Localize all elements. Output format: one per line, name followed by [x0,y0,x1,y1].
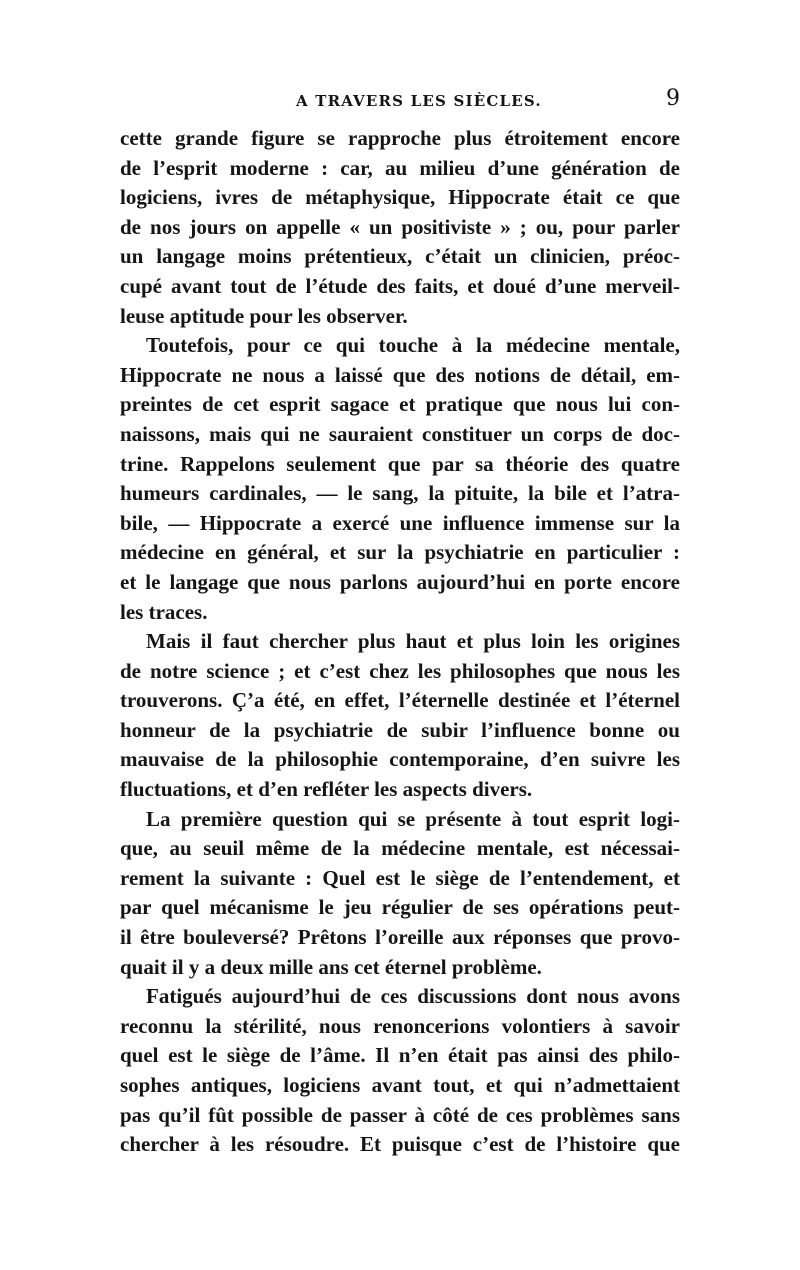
text-line: les traces. [120,599,208,624]
text-line: leuse aptitude pour les observer. [120,303,408,328]
text-line: humeurs cardinales, — le sang, la pituite, la bile et l’atra- [120,481,680,506]
text-line: honneur de la psychiatrie de subir l’influence bonne ou [120,717,680,742]
text-line: mauvaise de la philosophie contemporaine, d’en suivre les [120,747,680,772]
text-line: que, au seuil même de la médecine mentale, est nécessai- [120,836,680,861]
text-line: par quel mécanisme le jeu régulier de ses opérations peut- [120,895,680,920]
text-line: de nos jours on appelle « un positiviste » ; ou, pour parler [120,214,680,239]
text-line: preintes de cet esprit sagace et pratique que nous lui con- [120,392,680,417]
text-line: trine. Rappelons seulement que par sa théorie des quatre [120,451,680,476]
text-line: chercher à les résoudre. Et puisque c’est de l’histoire que [120,1132,680,1157]
running-head [120,86,680,116]
text-line: trouverons. Ç’a été, en effet, l’éternelle destinée et l’éternel [120,688,680,713]
text-line: cupé avant tout de l’étude des faits, et doué d’une merveil- [120,273,680,298]
text-line: quel est le siège de l’âme. Il n’en était pas ainsi des philo- [120,1043,680,1068]
text-line: bile, — Hippocrate a exercé une influence immense sur la [120,510,680,535]
text-line: naissons, mais qui ne sauraient constituer un corps de doc- [120,421,680,446]
text-line: et le langage que nous parlons aujourd’hui en porte encore [120,569,680,594]
text-line: il être bouleversé? Prêtons l’oreille aux réponses que provo- [120,925,680,950]
body-text [120,124,680,1160]
text-line: de notre science ; et c’est chez les philosophes que nous les [120,658,680,683]
text-line: rement la suivante : Quel est le siège de l’entendement, et [120,865,680,890]
text-line: un langage moins prétentieux, c’était un clinicien, préoc- [120,244,680,269]
text-line: de l’esprit moderne : car, au milieu d’une génération de [120,155,680,180]
page-number: 9 [666,86,680,111]
text-line: cette grande figure se rapproche plus étroitement encore [120,126,680,150]
running-title: A TRAVERS LES SIÈCLES. [296,92,542,110]
text-line: logiciens, ivres de métaphysique, Hippocrate était ce que [120,185,680,210]
text-line: fluctuations, et d’en refléter les aspects divers. [120,777,533,802]
text-line: reconnu la stérilité, nous renoncerions volontiers à savoir [120,1013,680,1038]
text-line: pas qu’il fût possible de passer à côté de ces problèmes sans [120,1102,680,1127]
text-line: Toutefois, pour ce qui touche à la médecine mentale, [146,333,680,358]
text-line: Fatigués aujourd’hui de ces discussions dont nous avons [146,984,680,1009]
text-line: Hippocrate ne nous a laissé que des notions de détail, em- [120,362,680,387]
text-line: La première question qui se présente à tout esprit logi- [146,806,680,831]
text-line: sophes antiques, logiciens avant tout, et qui n’admettaient [120,1073,680,1097]
text-line: quait il y a deux mille ans cet éternel problème. [120,954,542,979]
text-line: médecine en général, et sur la psychiatrie en particulier : [120,540,680,565]
text-line: Mais il faut chercher plus haut et plus loin les origines [146,629,680,654]
